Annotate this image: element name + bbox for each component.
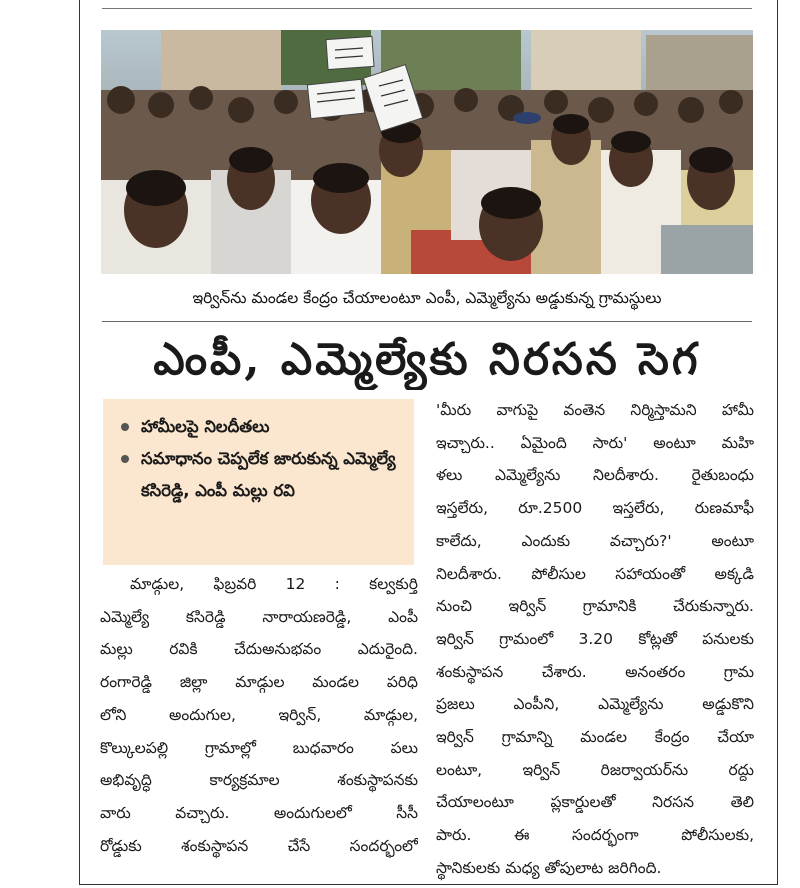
highlights-box xyxy=(103,399,414,565)
text-line: 'మీరు వాగుపై వంతెన నిర్మిస్తామని హామీ xyxy=(436,401,754,419)
text-line: వారు వచ్చారు. అందుగులలో సీసీ xyxy=(100,803,418,822)
article-column-right xyxy=(436,394,754,885)
highlight-text: హామీలపై నిలదీతలు xyxy=(141,417,270,436)
highlight-item xyxy=(117,443,404,507)
text-line: నుంచి ఇర్విన్ గ్రామానికి చేరుకున్నారు. xyxy=(436,597,754,616)
text-line: ళలు ఎమ్మెల్యేను నిలదీశారు. రైతుబంధు xyxy=(436,466,754,485)
text-line: ఇస్తలేరు, రూ.2500 ఇస్తలేరు, రుణమాఫీ xyxy=(436,499,754,518)
news-photo-protest xyxy=(101,30,753,274)
text-line: లంటూ, ఇర్విన్ రిజర్వాయర్‌ను రద్దు xyxy=(436,760,754,779)
text-line: లోని అందుగుల, ఇర్విన్, మాడ్గుల, xyxy=(100,705,418,724)
highlight-text: సమాధానం చెప్పలేక జారుకున్న ఎమ్మెల్యే కసిరెడ్డి, ఎంపీ మల్లు రవి xyxy=(141,449,396,500)
text-line: చేయాలంటూ ప్లకార్డులతో నిరసన తెలి xyxy=(436,793,754,812)
top-divider xyxy=(102,8,752,9)
text-line: మల్లు రవికి చేదుఅనుభవం ఎదురైంది. xyxy=(100,640,418,659)
text-line: కాలేదు, ఎందుకు వచ్చారు?' అంటూ xyxy=(436,531,754,550)
text-line: ప్రజలు ఎంపీని, ఎమ్మెల్యేను అడ్డుకొని xyxy=(436,695,754,714)
highlight-item xyxy=(117,411,404,443)
text-line: రంగారెడ్డి జిల్లా మాడ్గుల మండల పరిధి xyxy=(100,673,418,692)
text-line: శంకుస్థాపన చేశారు. అనంతరం గ్రామ xyxy=(436,662,754,681)
text-line: ఇర్విన్ గ్రామంలో 3.20 కోట్లతో పనులకు xyxy=(436,629,754,648)
text-line: రోడ్డుకు శంకుస్థాపన చేసే సందర్భంలో xyxy=(100,836,418,855)
text-line: ఇర్విన్ గ్రామాన్ని మండల కేంద్రం చేయా xyxy=(436,728,754,747)
caption-divider xyxy=(102,321,752,322)
article-column-left xyxy=(100,568,418,862)
text-line: కొల్కులపల్లి గ్రామాల్లో బుధవారం పలు xyxy=(100,738,418,757)
text-line: పారు. ఈ సందర్భంగా పోలీసులకు, xyxy=(436,826,754,845)
bullet-icon xyxy=(121,423,129,431)
text-line: నిలదీశారు. పోలీసుల సహాయంతో అక్కడి xyxy=(436,564,754,583)
text-line: ఎమ్మెల్యే కసిరెడ్డి నారాయణరెడ్డి, ఎంపీ xyxy=(100,607,418,626)
headline: ఎంపీ, ఎమ్మెల్యేకు నిరసన సెగ xyxy=(153,334,701,385)
bullet-icon xyxy=(121,455,129,463)
text-line: మాడ్గుల, ఫిబ్రవరి 12 : కల్వకుర్తి xyxy=(130,575,418,593)
text-line: అభివృద్ధి కార్యక్రమాల శంకుస్థాపనకు xyxy=(100,771,418,790)
photo-caption: ఇర్విన్‌ను మండల కేంద్రం చేయాలంటూ ఎంపీ, ఎమ్మెల్యేను అడ్డుకున్న గ్రామస్థులు xyxy=(192,289,662,307)
text-line: ఇచ్చారు.. ఏమైంది సారు' అంటూ మహి xyxy=(436,433,754,452)
text-line: స్థానికులకు మధ్య తోపులాట జరిగింది. xyxy=(436,858,662,877)
